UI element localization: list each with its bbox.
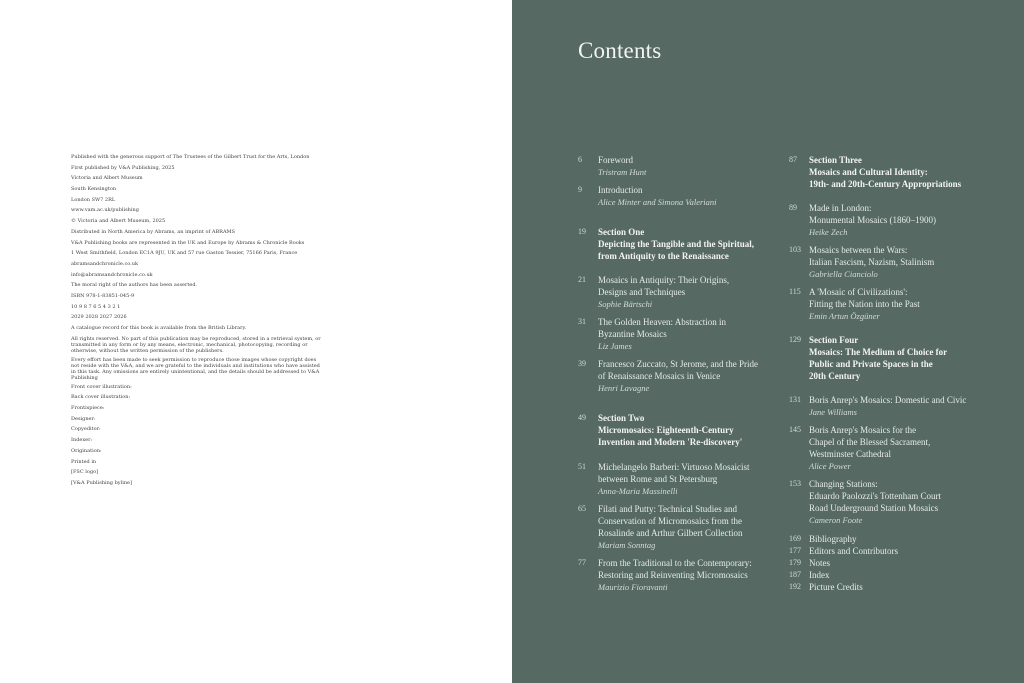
toc-page-number: 21 (578, 275, 586, 284)
toc-title-line: Eduardo Paolozzi's Tottenham Court (809, 491, 942, 501)
toc-entry-body (809, 557, 1009, 569)
imprint-line: Frontispiece: (71, 405, 105, 412)
toc-page-number: 129 (789, 335, 801, 344)
toc-entry[interactable] (578, 557, 798, 617)
toc-author: Mariam Sonntag (598, 540, 656, 550)
toc-author: Cameron Foote (809, 515, 863, 525)
toc-entry-body (598, 412, 798, 448)
toc-title-line: Italian Fascism, Nazism, Stalinism (809, 257, 935, 267)
toc-title-line: Introduction (598, 185, 643, 195)
imprint-line: Distributed in North America by Abrams, an imprint of ABRAMS (71, 228, 236, 235)
toc-title-line: Public and Private Spaces in the (809, 359, 933, 369)
toc-page-number: 9 (578, 185, 582, 194)
toc-page-number: 65 (578, 504, 586, 513)
toc-title-line: Boris Anrep's Mosaics for the (809, 425, 917, 435)
toc-entry-body (809, 286, 1009, 322)
toc-page-number: 192 (789, 582, 801, 591)
toc-title-line: Notes (809, 558, 830, 568)
toc-page-number: 87 (789, 155, 797, 164)
toc-entry-body (598, 358, 798, 394)
toc-title-line: Picture Credits (809, 582, 863, 592)
toc-title-line: Boris Anrep's Mosaics: Domestic and Civic (809, 395, 967, 405)
toc-title-line: Francesco Zuccato, St Jerome, and the Pride (598, 359, 758, 369)
toc-page-number: 77 (578, 558, 586, 567)
toc-page-number: 131 (789, 395, 801, 404)
toc-author: Liz James (598, 341, 632, 351)
toc-entry-body (598, 184, 798, 208)
imprint-line: Printed in (71, 458, 97, 465)
toc-entry[interactable] (578, 358, 798, 418)
toc-title-line: Chapel of the Blessed Sacrament, (809, 437, 931, 447)
toc-entry-body (809, 154, 1009, 190)
toc-title-line: Filati and Putty: Technical Studies and (598, 504, 737, 514)
toc-title-line: Michelangelo Barberi: Virtuoso Mosaicist (598, 462, 750, 472)
toc-title-line: Invention and Modern 'Re-discovery' (598, 437, 743, 447)
imprint-line: info@abramsandchronicle.co.uk (71, 271, 153, 278)
toc-entry-body (809, 478, 1009, 526)
toc-title-line: Section Three (809, 155, 862, 165)
imprint-line: Published with the generous support of The Trustees of the Gilbert Trust for the Arts, London (71, 154, 310, 160)
imprint-line: Indexer: (71, 437, 93, 444)
toc-page-number: 169 (789, 534, 801, 543)
toc-entry-body (809, 533, 1009, 545)
toc-title-line: Section Two (598, 413, 645, 423)
toc-title-line: from Antiquity to the Renaissance (598, 251, 729, 261)
imprint-line: 1 West Smithfield, London EC1A 9JU, UK and 57 rue Gaston Tessier, 75166 Paris, France (71, 250, 298, 257)
toc-entry-body (809, 394, 1009, 418)
toc-page-number: 177 (789, 546, 801, 555)
toc-page-number: 51 (578, 462, 586, 471)
imprint-text-block (71, 154, 323, 491)
imprint-line: abramsandchronicle.co.uk (71, 260, 139, 267)
toc-title-line: Mosaics: The Medium of Choice for (809, 347, 948, 357)
toc-entry-body (809, 244, 1009, 280)
toc-entry-body (809, 202, 1009, 238)
toc-title-line: Byzantine Mosaics (598, 329, 667, 339)
toc-page-number: 179 (789, 558, 801, 567)
toc-page-number: 19 (578, 227, 586, 236)
toc-entry[interactable] (789, 478, 1009, 538)
toc-entry-body (598, 154, 798, 178)
toc-title-line: Rosalinde and Arthur Gilbert Collection (598, 528, 743, 538)
toc-page-number: 187 (789, 570, 801, 579)
imprint-line: [FSC logo] (71, 469, 99, 476)
toc-title-line: Restoring and Reinventing Micromosaics (598, 570, 748, 580)
toc-author: Maurizio Fioravanti (598, 582, 668, 592)
imprint-line: Designer: (71, 415, 96, 422)
imprint-line: Victoria and Albert Museum (71, 175, 143, 182)
imprint-line: The moral right of the authors has been asserted. (71, 282, 198, 289)
toc-title-line: Changing Stations: (809, 479, 878, 489)
imprint-line: Back cover illustration: (71, 394, 131, 401)
imprint-line: 2029 2028 2027 2026 (71, 314, 127, 321)
toc-title-line: between Rome and St Petersburg (598, 474, 718, 484)
toc-entry-body (598, 557, 798, 593)
toc-entry-body (809, 545, 1009, 557)
imprint-line: Every effort has been made to seek permission to reproduce those images whose copyright does not reside with the V&A, and we are grateful to the individuals and institutions who have assisted in this task. Any omissions are entirely unintentional, and the details should be addressed to V&A Publishing (71, 356, 320, 381)
toc-page-number: 31 (578, 317, 586, 326)
toc-title-line: Mosaics and Cultural Identity: (809, 167, 928, 177)
toc-author: Tristram Hunt (598, 167, 647, 177)
toc-title-line: Foreword (598, 155, 633, 165)
imprint-line: South Kensington (71, 186, 117, 193)
imprint-line: www.vam.ac.uk/publishing (71, 207, 139, 214)
toc-author: Jane Williams (809, 407, 857, 417)
toc-title-line: Conservation of Micromosaics from the (598, 516, 742, 526)
imprint-line: First published by V&A Publishing, 2025 (71, 164, 175, 171)
toc-page-number: 103 (789, 245, 801, 254)
toc-author: Gabriella Cianciolo (809, 269, 878, 279)
toc-entry[interactable] (578, 503, 798, 563)
toc-entry[interactable] (789, 581, 1009, 641)
imprint-line: London SW7 2RL (71, 196, 116, 203)
imprint-line: V&A Publishing books are represented in the UK and Europe by Abrams & Chronicle Books (71, 239, 305, 246)
toc-author: Anna-Maria Massinelli (598, 486, 678, 496)
toc-entry-body (809, 581, 1009, 593)
toc-title-line: Bibliography (809, 534, 857, 544)
toc-page-number: 39 (578, 359, 586, 368)
toc-page-number: 115 (789, 287, 801, 296)
imprint-line: [V&A Publishing byline] (71, 479, 132, 486)
toc-author: Alice Power (809, 461, 851, 471)
toc-author: Henri Lavagne (598, 383, 650, 393)
toc-title-line: 20th Century (809, 371, 861, 381)
toc-title-line: Made in London: (809, 203, 872, 213)
toc-title-line: From the Traditional to the Contemporary: (598, 558, 752, 568)
toc-title-line: Editors and Contributors (809, 546, 898, 556)
toc-page-number: 89 (789, 203, 797, 212)
toc-title-line: Designs and Techniques (598, 287, 686, 297)
toc-author: Alice Minter and Simona Valeriani (598, 197, 717, 207)
toc-title-line: Index (809, 570, 830, 580)
toc-title-line: The Golden Heaven: Abstraction in (598, 317, 726, 327)
toc-page-number: 153 (789, 479, 801, 488)
toc-page-number: 6 (578, 155, 582, 164)
imprint-line: A catalogue record for this book is available from the British Library. (71, 325, 247, 331)
toc-author: Heike Zech (809, 227, 848, 237)
toc-section-entry[interactable] (789, 334, 1009, 394)
toc-entry-body (598, 226, 798, 262)
imprint-line: Front cover illustration: (71, 383, 132, 390)
imprint-line: Copyeditor: (71, 426, 101, 433)
toc-title-line: Mosaics between the Wars: (809, 245, 908, 255)
imprint-line: All rights reserved. No part of this publication may be reproduced, stored in a retrieval system, or transmitted in any form or by any means, electronic, mechanical, photocopying, recording or otherwise, without the written permission of the publishers. (71, 335, 321, 354)
toc-entry[interactable] (789, 424, 1009, 484)
imprint-line: © Victoria and Albert Museum, 2025 (71, 218, 166, 225)
toc-entry-body (809, 334, 1009, 382)
toc-entry-body (809, 424, 1009, 472)
toc-title-line: Road Underground Station Mosaics (809, 503, 939, 513)
toc-title-line: of Renaissance Mosaics in Venice (598, 371, 721, 381)
toc-entry-body (598, 274, 798, 310)
contents-page (512, 0, 1024, 683)
toc-title-line: A 'Mosaic of Civilizations': (809, 287, 908, 297)
toc-title-line: Mosaics in Antiquity: Their Origins, (598, 275, 730, 285)
toc-title-line: Westminster Cathedral (809, 449, 892, 459)
toc-title-line: Section Four (809, 335, 859, 345)
toc-entry-body (598, 316, 798, 352)
toc-title-line: 19th- and 20th-Century Appropriations (809, 179, 962, 189)
toc-entry-body (598, 461, 798, 497)
toc-author: Sophie Bärtschi (598, 299, 653, 309)
toc-page-number: 145 (789, 425, 801, 434)
imprint-line: 10 9 8 7 6 5 4 3 2 1 (71, 303, 121, 310)
imprint-line: Origination: (71, 447, 102, 454)
imprint-line: ISBN 978-1-83851-045-9 (71, 292, 135, 299)
toc-author: Emin Artun Özgüner (809, 311, 880, 321)
toc-entry-body (809, 569, 1009, 581)
toc-title-line: Section One (598, 227, 645, 237)
toc-title-line: Micromosaics: Eighteenth-Century (598, 425, 734, 435)
toc-entry-body (598, 503, 798, 551)
toc-title-line: Depicting the Tangible and the Spiritual, (598, 239, 755, 249)
contents-heading: Contents (578, 38, 662, 63)
toc-title-line: Fitting the Nation into the Past (809, 299, 920, 309)
toc-page-number: 49 (578, 413, 586, 422)
toc-title-line: Monumental Mosaics (1860–1900) (809, 215, 936, 225)
